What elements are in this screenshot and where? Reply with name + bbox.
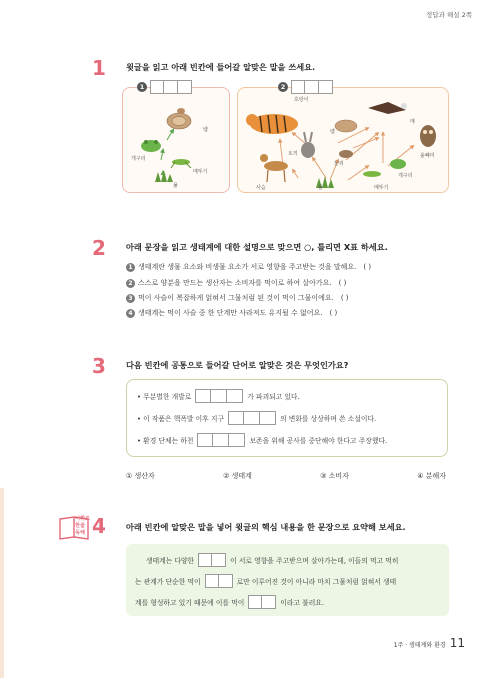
- answer-paren-3[interactable]: ( ): [340, 294, 349, 302]
- question-4-number: 4: [92, 514, 106, 538]
- statement-3: 3 먹이 사슬이 복잡하게 얽혀서 그물처럼 된 것이 먹이 그물이에요. ( ): [126, 293, 349, 303]
- mouse-icon: [339, 150, 353, 158]
- answer-paren-2[interactable]: ( ): [338, 279, 347, 287]
- blank[interactable]: [205, 574, 233, 588]
- label-snake: 뱀: [330, 129, 335, 135]
- statement-2: 2 스스로 양분을 만드는 생산자는 소비자를 먹이로 하여 살아가요. ( ): [126, 278, 346, 288]
- label-mouse: 들쥐: [334, 161, 344, 167]
- question-2-number: 2: [92, 236, 106, 260]
- grasshopper-icon: [363, 171, 381, 177]
- sentence-line-3: • 환경 단체는 하천 보존을 위해 공사를 중단해야 한다고 주장했다.: [137, 433, 387, 447]
- label-tiger: 호랑이: [294, 97, 309, 103]
- label-rabbit: 토끼: [288, 151, 298, 157]
- question-3-text: 다음 빈칸에 공통으로 들어갈 단어로 알맞은 것은 무엇인가요?: [126, 360, 349, 370]
- page-edge-strip: [0, 488, 4, 678]
- badge-line-2: 한줄: [75, 523, 86, 529]
- answer-reference-note: 정답과 해설 2쪽: [426, 11, 472, 19]
- label-grass: 풀: [318, 185, 323, 191]
- summary-line-1: 생태계는 다양한 이 서로 영향을 주고받으며 살아가는데, 이들의 먹고 먹히: [146, 553, 398, 567]
- frog-icon: [141, 140, 161, 152]
- answer-choices: [126, 471, 446, 481]
- question-2-text: 아래 문장을 읽고 생태계에 대한 설명으로 맞으면 ○, 틀리면 X표 하세요.: [126, 242, 388, 252]
- snake-icon: [335, 120, 357, 132]
- deer-icon: [260, 154, 288, 182]
- food-web-panel: [237, 83, 449, 193]
- blank[interactable]: [198, 553, 226, 567]
- label-grasshopper: 메뚜기: [193, 169, 208, 175]
- blank[interactable]: [197, 433, 245, 447]
- question-3-number: 3: [92, 354, 106, 378]
- answer-paren-1[interactable]: ( ): [363, 263, 372, 271]
- choice-2[interactable]: ② 생태계: [223, 472, 252, 480]
- sentence-line-2: • 이 작품은 핵폭발 이후 지구 의 변화를 상상하며 쓴 소설이다.: [137, 411, 376, 425]
- choice-1[interactable]: ① 생산자: [126, 472, 155, 480]
- grasshopper-icon: [171, 159, 191, 168]
- eagle-icon: [368, 102, 407, 114]
- rabbit-icon: [301, 132, 315, 158]
- label-eagle: 매: [410, 119, 415, 125]
- label-frog: 개구리: [398, 173, 413, 179]
- badge-line-1: 어휘로: [75, 516, 91, 522]
- owl-icon: [420, 125, 436, 147]
- food-chain-illustration: [123, 88, 231, 194]
- summary-line-2: 는 관계가 단순한 먹이 로만 이루어진 것이 아니라 마치 그물처럼 얽혀서 생태: [135, 574, 396, 588]
- blank[interactable]: [248, 595, 276, 609]
- label-snake: 뱀: [203, 127, 208, 133]
- blank[interactable]: [195, 389, 243, 403]
- label-owl: 올빼미: [420, 153, 435, 159]
- statement-1: 1 생태계란 생물 요소와 비생물 요소가 서로 영향을 주고받는 것을 말해요. ( ): [126, 262, 371, 272]
- chapter-label: 1주 · 생태계와 환경: [393, 642, 446, 649]
- food-web-illustration: [238, 88, 450, 194]
- grass-icon: [155, 170, 173, 182]
- frog-icon: [390, 159, 406, 169]
- blank[interactable]: [228, 411, 276, 425]
- page-footer: [394, 636, 465, 650]
- food-chain-answer-blank[interactable]: 1: [137, 80, 192, 94]
- label-deer: 사슴: [256, 185, 266, 191]
- page-number: 11: [449, 636, 465, 650]
- summary-box: [126, 544, 449, 616]
- sentence-box: [126, 379, 448, 457]
- question-1-text: 윗글을 읽고 아래 빈칸에 들어갈 알맞은 말을 쓰세요.: [126, 62, 316, 72]
- question-4-text: 아래 빈칸에 알맞은 말을 넣어 윗글의 핵심 내용을 한 문장으로 요약해 보세요.: [126, 522, 406, 532]
- food-chain-panel: [122, 83, 230, 193]
- sentence-line-1: • 무분별한 개발로 가 파괴되고 있다.: [137, 389, 300, 403]
- statement-4: 4 생태계는 먹이 사슬 중 한 단계만 사라져도 유지될 수 없어요. ( ): [126, 308, 337, 318]
- choice-3[interactable]: ③ 소비자: [320, 472, 349, 480]
- answer-paren-4[interactable]: ( ): [329, 309, 338, 317]
- label-frog: 개구리: [131, 156, 146, 162]
- food-web-answer-blank[interactable]: 2: [278, 80, 333, 94]
- question-1-number: 1: [92, 56, 106, 80]
- snake-icon: [167, 108, 191, 129]
- tiger-icon: [246, 114, 298, 134]
- choice-4[interactable]: ④ 분해자: [417, 472, 446, 480]
- badge-line-3: 독해: [75, 530, 86, 536]
- label-grass: 풀: [173, 183, 178, 189]
- label-grasshopper: 메뚜기: [374, 185, 389, 191]
- summary-line-3: 계를 형성하고 있기 때문에 이를 먹이 이라고 불러요.: [135, 595, 324, 609]
